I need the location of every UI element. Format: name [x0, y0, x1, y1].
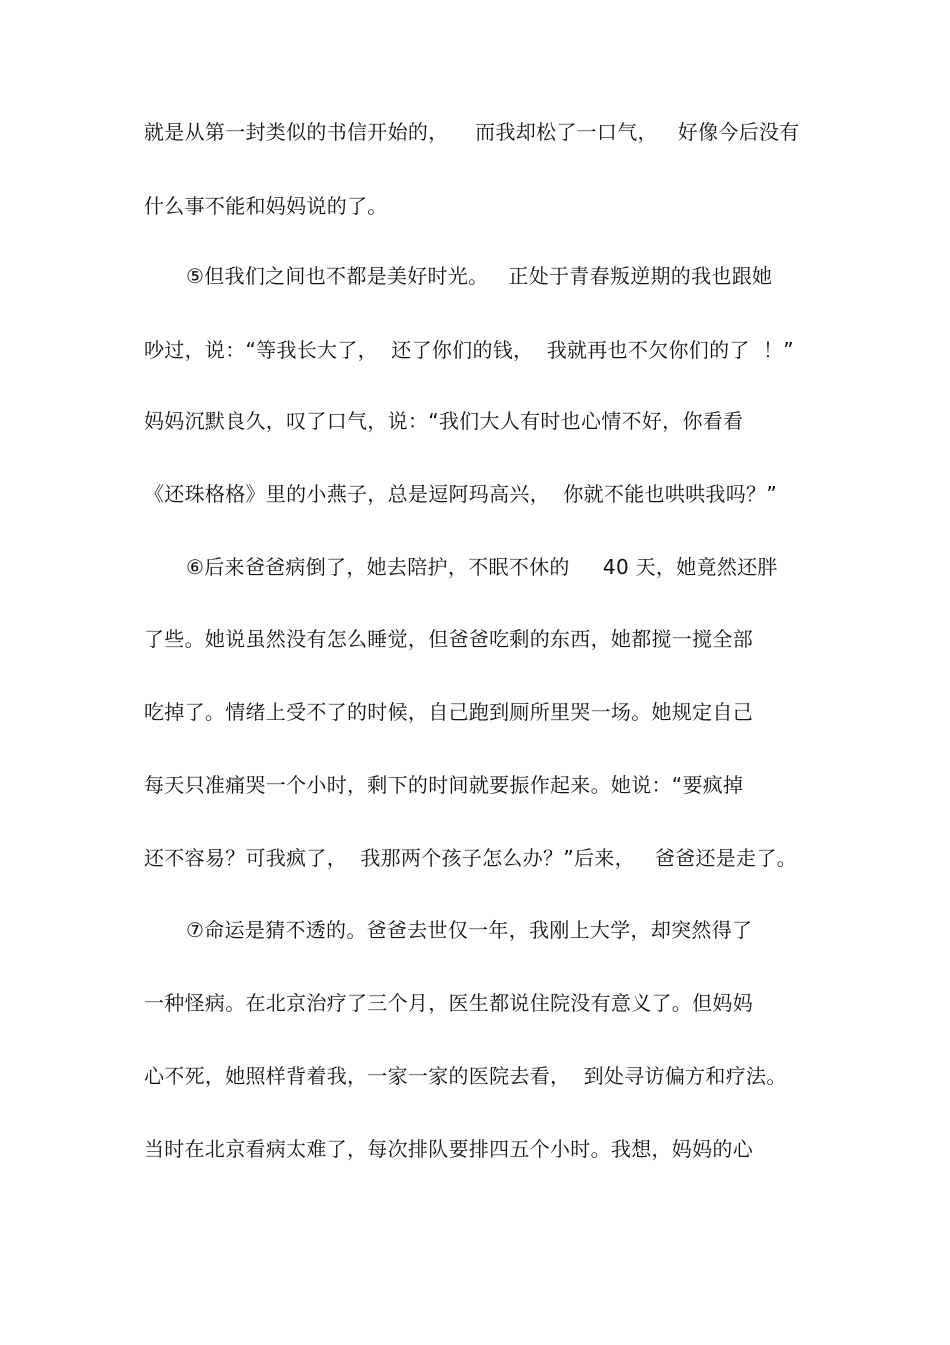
text-line: 吵过，说：“等我长大了， 还了你们的钱， 我就再也不欠你们的了 ！”: [144, 338, 794, 362]
text-line: 还不容易？可我疯了， 我那两个孩子怎么办？”后来， 爸爸还是走了。: [144, 846, 797, 870]
text-line: 什么事不能和妈妈说的了。: [144, 194, 388, 218]
text-line: 《还珠格格》里的小燕子，总是逗阿玛高兴， 你就不能也哄哄我吗？”: [144, 482, 777, 506]
paragraph-5-start: ⑤但我们之间也不都是美好时光。 正处于青春叛逆期的我也跟她: [186, 264, 773, 288]
paragraph-7-start: ⑦命运是猜不透的。爸爸去世仅一年，我刚上大学，却突然得了: [186, 918, 753, 942]
text-line: 了些。她说虽然没有怎么睡觉，但爸爸吃剩的东西，她都搅一搅全部: [144, 627, 753, 651]
paragraph-6-start: ⑥后来爸爸病倒了，她去陪护，不眠不休的 40 天，她竟然还胖: [186, 555, 778, 579]
text-line: 吃掉了。情绪上受不了的时候，自己跑到厕所里哭一场。她规定自己: [144, 700, 753, 724]
text-line: 心不死，她照样背着我，一家一家的医院去看， 到处寻访偏方和疗法。: [144, 1064, 787, 1088]
text-line: 一种怪病。在北京治疗了三个月，医生都说住院没有意义了。但妈妈: [144, 991, 753, 1015]
text-line: 妈妈沉默良久，叹了口气，说：“我们大人有时也心情不好，你看看: [144, 409, 744, 433]
text-line: 当时在北京看病太难了，每次排队要排四五个小时。我想，妈妈的心: [144, 1137, 753, 1161]
text-line: 每天只准痛哭一个小时，剩下的时间就要振作起来。她说：“要疯掉: [144, 773, 744, 797]
text-line: 就是从第一封类似的书信开始的， 而我却松了一口气， 好像今后没有: [144, 120, 800, 144]
